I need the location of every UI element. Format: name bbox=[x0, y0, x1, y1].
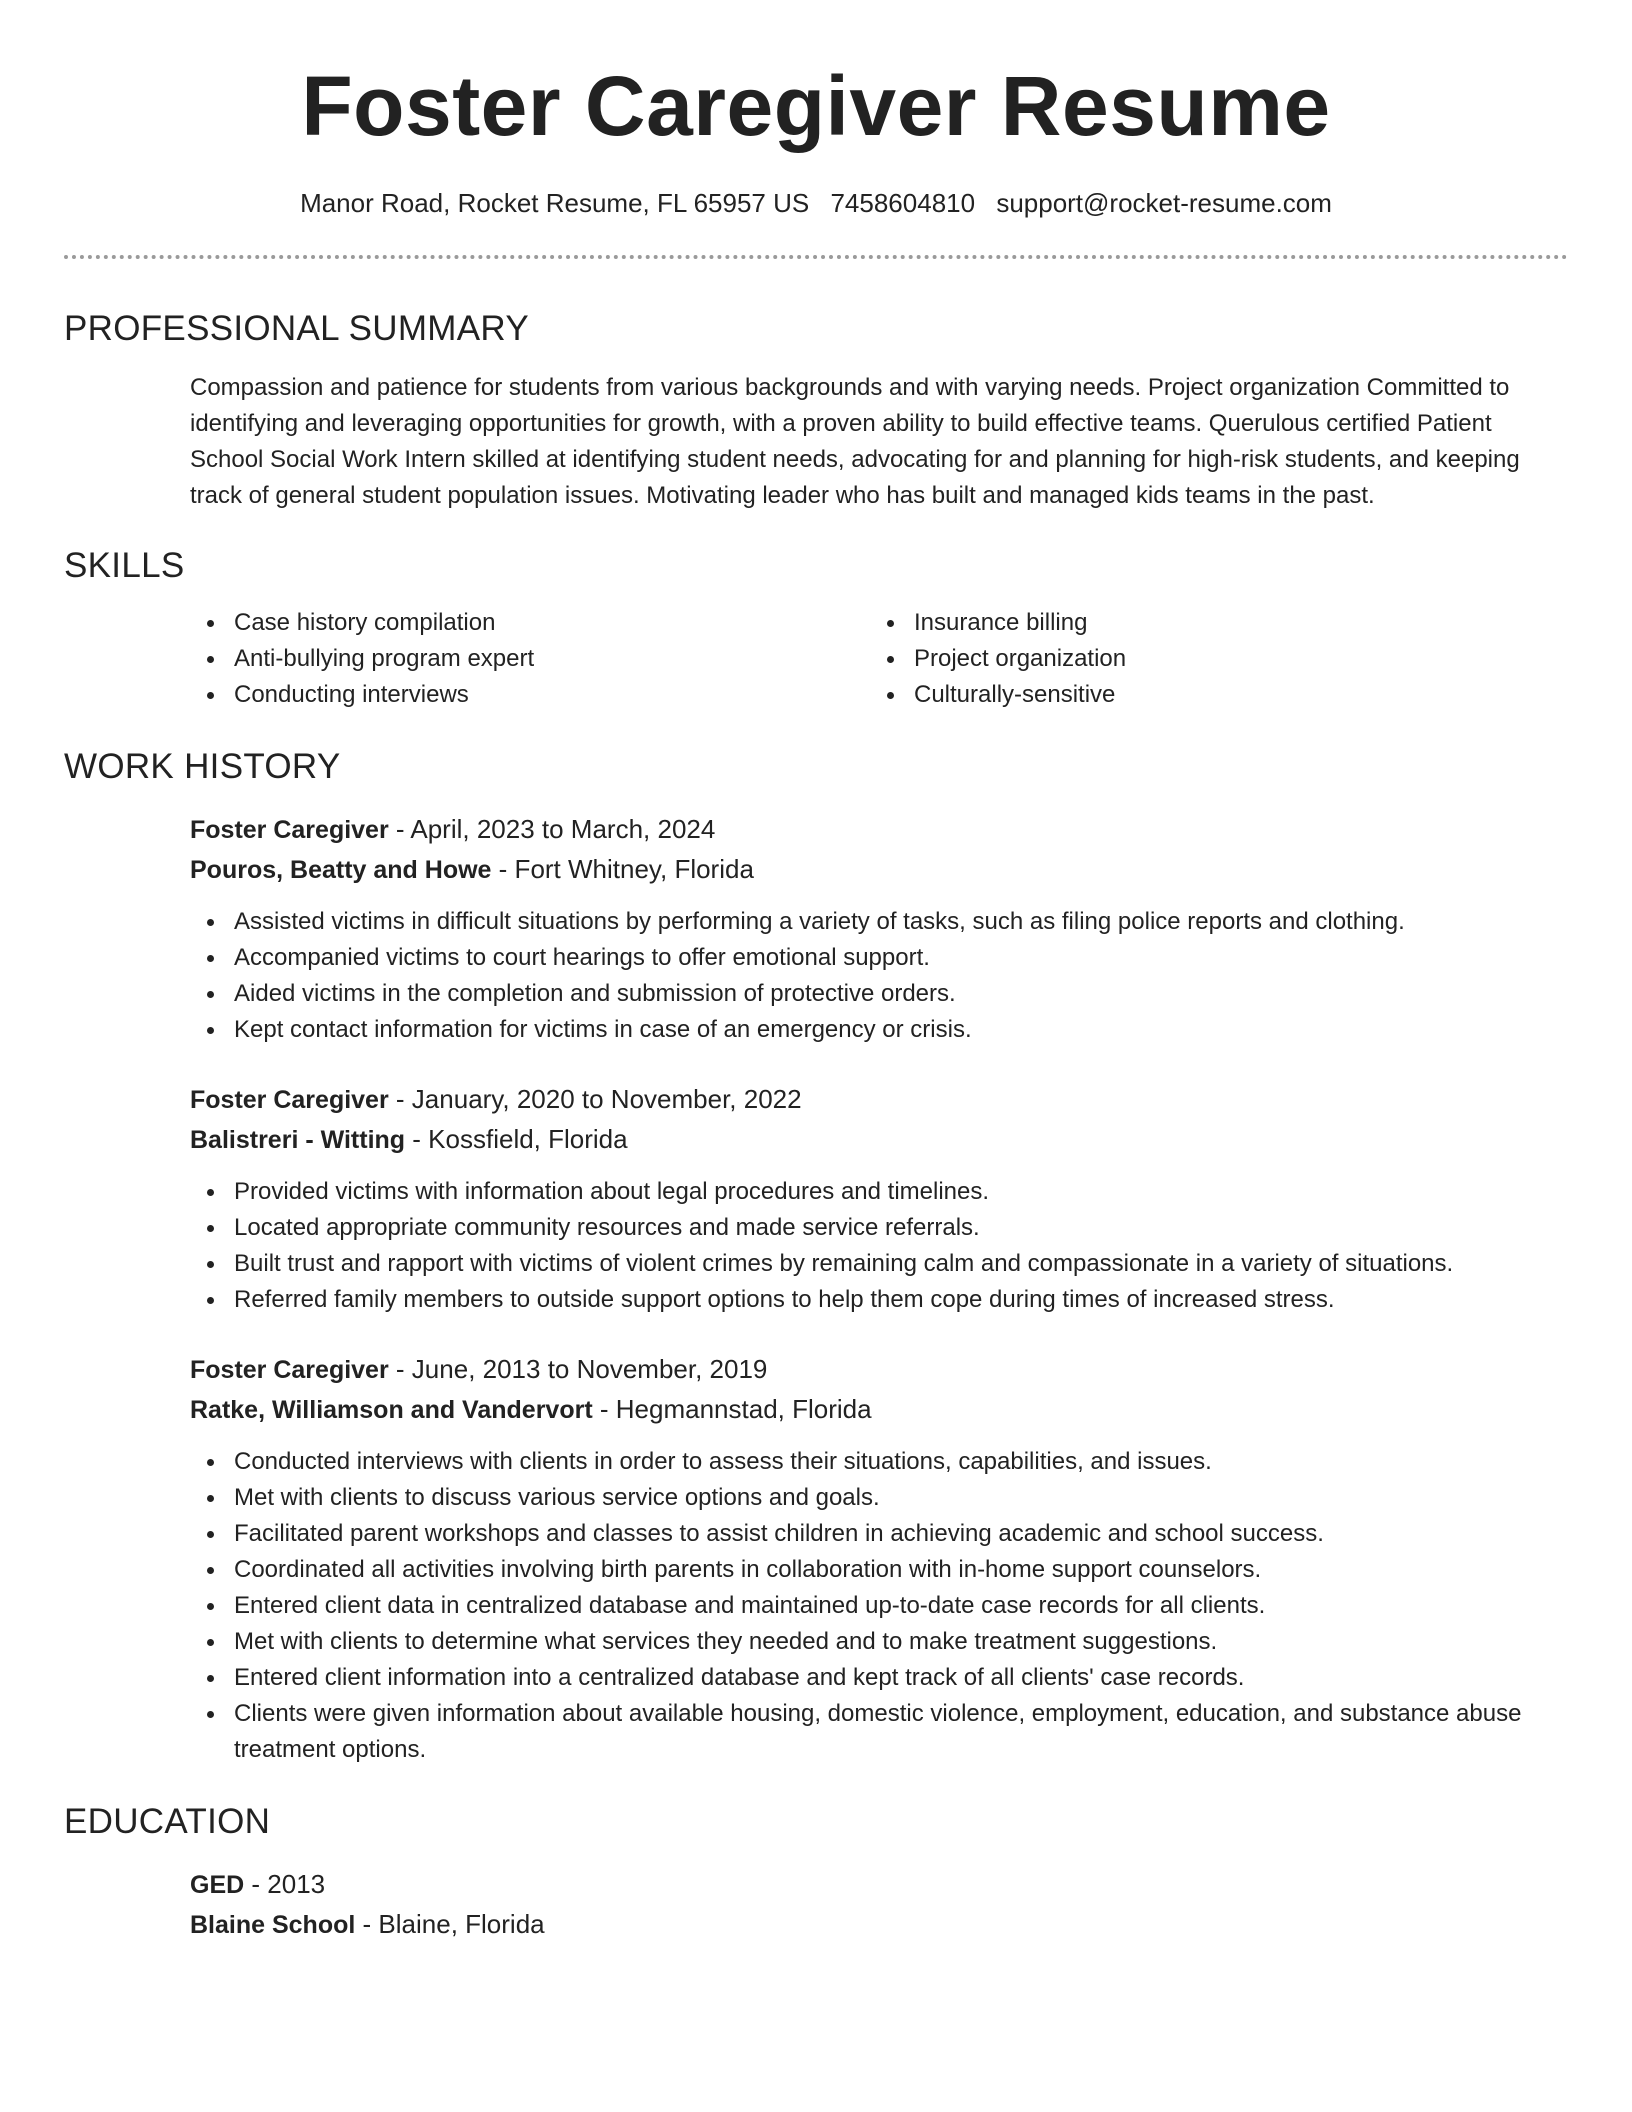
job-bullet: Located appropriate community resources and made service referrals. bbox=[190, 1210, 1568, 1246]
job-bullet: Conducted interviews with clients in order to assess their situations, capabilities, and issues. bbox=[190, 1444, 1568, 1480]
summary-text: Compassion and patience for students from various backgrounds and with varying needs. Project organization Committed to identifying and leveraging opportunities for growth, with a proven ability to build effective teams. Querulous certified Patient School Social Work Intern skilled at identifying student needs, advocating for and planning for high-risk students, and keeping track of general student population issues. Motivating leader who has built and managed kids teams in the past. bbox=[190, 374, 1520, 510]
job-dates: - April, 2023 to March, 2024 bbox=[388, 814, 716, 845]
job-role: Foster Caregiver bbox=[190, 1356, 389, 1385]
education-location: - Blaine, Florida bbox=[355, 1909, 545, 1940]
education-school-line bbox=[190, 1905, 1568, 1945]
contact-phone: 7458604810 bbox=[830, 188, 976, 218]
job-bullet: Entered client information into a centralized database and kept track of all clients' case records. bbox=[190, 1660, 1568, 1696]
contact-line bbox=[64, 188, 1568, 219]
job-location: - Hegmannstad, Florida bbox=[592, 1394, 872, 1425]
education-degree-line bbox=[190, 1865, 1568, 1905]
job-role: Foster Caregiver bbox=[190, 1086, 389, 1115]
contact-address: Manor Road, Rocket Resume, FL 65957 US bbox=[300, 188, 810, 218]
section-title-work-history: WORK HISTORY bbox=[64, 747, 341, 787]
skill-item: Project organization bbox=[870, 641, 1126, 677]
skills-list bbox=[64, 605, 1568, 713]
contact-email: support@rocket-resume.com bbox=[996, 188, 1332, 218]
resume-title: Foster Caregiver Resume bbox=[301, 59, 1331, 153]
job-bullet: Kept contact information for victims in case of an emergency or crisis. bbox=[190, 1012, 1568, 1048]
job-bullets bbox=[190, 904, 1568, 1048]
job-bullet: Entered client data in centralized database and maintained up-to-date case records for all clients. bbox=[190, 1588, 1568, 1624]
job-bullet: Built trust and rapport with victims of violent crimes by remaining calm and compassionate in a variety of situations. bbox=[190, 1246, 1568, 1282]
skills-column-left bbox=[190, 605, 870, 713]
education-entry bbox=[64, 1865, 1568, 1945]
header-divider bbox=[64, 255, 1568, 259]
job-bullet: Coordinated all activities involving birth parents in collaboration with in-home support counselors. bbox=[190, 1552, 1568, 1588]
skill-item: Conducting interviews bbox=[190, 677, 870, 713]
job-entry bbox=[64, 1080, 1568, 1318]
job-company-line bbox=[190, 1120, 1568, 1160]
job-role-line bbox=[190, 810, 1568, 850]
job-entry bbox=[64, 1350, 1568, 1768]
job-bullet: Provided victims with information about legal procedures and timelines. bbox=[190, 1174, 1568, 1210]
job-bullet: Clients were given information about available housing, domestic violence, employment, education, and substance abuse treatment options. bbox=[190, 1696, 1568, 1768]
section-title-summary: PROFESSIONAL SUMMARY bbox=[64, 309, 529, 349]
job-role-line bbox=[190, 1080, 1568, 1120]
job-bullet: Aided victims in the completion and submission of protective orders. bbox=[190, 976, 1568, 1012]
education-school: Blaine School bbox=[190, 1911, 356, 1940]
section-title-skills: SKILLS bbox=[64, 546, 185, 586]
job-location: - Fort Whitney, Florida bbox=[491, 854, 754, 885]
job-dates: - June, 2013 to November, 2019 bbox=[388, 1354, 768, 1385]
job-bullet: Met with clients to determine what services they needed and to make treatment suggestions. bbox=[190, 1624, 1568, 1660]
job-bullet: Facilitated parent workshops and classes to assist children in achieving academic and school success. bbox=[190, 1516, 1568, 1552]
job-role-line bbox=[190, 1350, 1568, 1390]
job-company-line bbox=[190, 850, 1568, 890]
skills-column-right bbox=[870, 605, 1126, 713]
job-dates: - January, 2020 to November, 2022 bbox=[388, 1084, 802, 1115]
job-company: Pouros, Beatty and Howe bbox=[190, 856, 492, 885]
job-bullet: Met with clients to discuss various service options and goals. bbox=[190, 1480, 1568, 1516]
job-location: - Kossfield, Florida bbox=[405, 1124, 628, 1155]
skill-item: Anti-bullying program expert bbox=[190, 641, 870, 677]
job-bullet: Referred family members to outside support options to help them cope during times of increased stress. bbox=[190, 1282, 1568, 1318]
job-role: Foster Caregiver bbox=[190, 816, 389, 845]
skill-item: Insurance billing bbox=[870, 605, 1126, 641]
job-bullet: Accompanied victims to court hearings to offer emotional support. bbox=[190, 940, 1568, 976]
job-bullets bbox=[190, 1174, 1568, 1318]
education-degree: GED bbox=[190, 1871, 245, 1900]
job-company-line bbox=[190, 1390, 1568, 1430]
job-bullets bbox=[190, 1444, 1568, 1768]
education-year: - 2013 bbox=[244, 1869, 326, 1900]
job-company: Balistreri - Witting bbox=[190, 1126, 406, 1155]
job-bullet: Assisted victims in difficult situations by performing a variety of tasks, such as filing police reports and clothing. bbox=[190, 904, 1568, 940]
skill-item: Culturally-sensitive bbox=[870, 677, 1126, 713]
skill-item: Case history compilation bbox=[190, 605, 870, 641]
job-company: Ratke, Williamson and Vandervort bbox=[190, 1396, 593, 1425]
job-entry bbox=[64, 810, 1568, 1048]
section-title-education: EDUCATION bbox=[64, 1802, 271, 1842]
